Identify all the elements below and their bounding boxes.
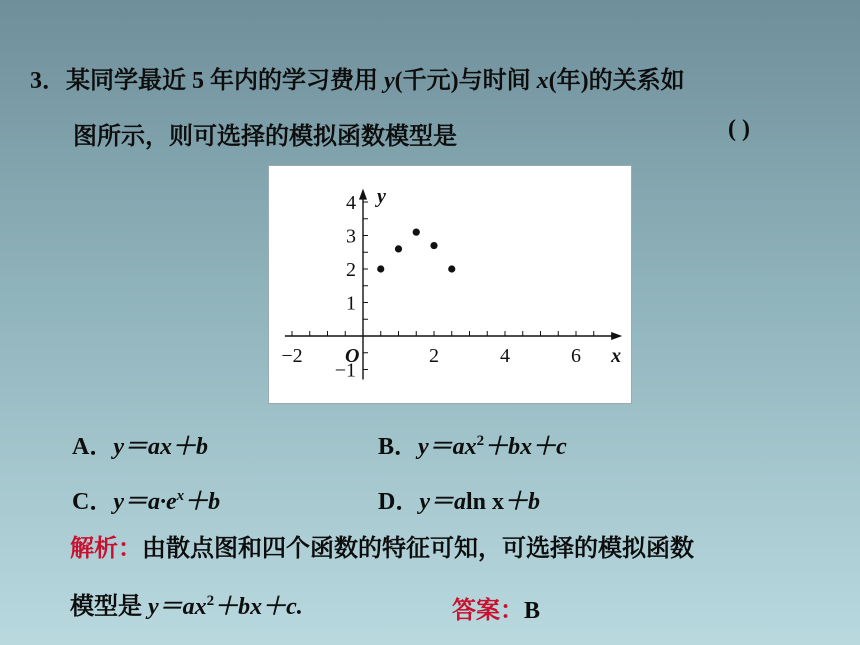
option-d[interactable]: [378, 481, 540, 516]
question-line-2: 图所示，则可选择的模拟函数模型是: [73, 124, 457, 150]
y-tick-label: 4: [346, 192, 356, 214]
analysis-formula-part1: y＝ax: [148, 594, 207, 620]
question-text-part1: 某同学最近 5 年内的学习费用: [66, 68, 384, 94]
data-point: [430, 242, 437, 249]
data-point: [413, 229, 420, 236]
y-tick-label: 1: [346, 292, 356, 315]
option-a[interactable]: [72, 426, 208, 461]
option-d-ln: ln x: [466, 489, 505, 515]
variable-y: y: [384, 68, 395, 94]
y-axis-label: y: [377, 185, 386, 208]
option-a-letter: A．: [72, 434, 114, 460]
option-a-expr: y＝ax＋b: [113, 434, 208, 460]
x-axis-label: x: [611, 345, 622, 367]
x-tick-label: −2: [281, 345, 303, 367]
x-tick-label: 2: [429, 345, 439, 367]
data-point: [377, 265, 384, 272]
question-number: 3．: [30, 68, 66, 94]
x-axis-arrow: [611, 332, 622, 340]
option-c-expr-part1: y＝a·e: [113, 489, 177, 515]
y-tick-label: 2: [346, 259, 356, 281]
question-text-part3: (年)的关系如: [548, 68, 685, 94]
data-point: [448, 265, 455, 272]
origin-label: O: [345, 345, 360, 367]
x-tick-label: 4: [500, 345, 510, 367]
y-axis-arrow: [359, 189, 367, 200]
analysis-text: 由散点图和四个函数的特征可知，可选择的模拟函数: [142, 536, 694, 562]
option-c-expr-part2: ＋b: [184, 489, 221, 515]
option-b-expr-part2: ＋bx＋c: [484, 434, 567, 460]
analysis-label: 解析：: [70, 536, 142, 562]
y-tick-label: 3: [346, 225, 356, 248]
question-text-part2: (千元)与时间: [394, 68, 537, 94]
analysis-formula-part2: ＋bx＋c.: [214, 594, 303, 620]
answer-bracket: ( ): [728, 116, 750, 142]
y-tick-label: −1: [334, 359, 356, 382]
variable-x: x: [536, 68, 549, 94]
data-point: [395, 245, 402, 252]
scatter-plot-svg: [269, 166, 631, 403]
scatter-plot: [268, 165, 632, 404]
option-b-letter: B．: [378, 434, 419, 460]
option-c-superscript: x: [176, 488, 185, 504]
option-c-letter: C．: [72, 489, 114, 515]
option-b-superscript: 2: [476, 433, 485, 449]
option-d-letter: D．: [378, 489, 420, 515]
option-d-expr-part2: ＋b: [504, 489, 541, 515]
answer-label: 答案：: [452, 598, 524, 624]
analysis-line-1: [70, 528, 694, 563]
option-c[interactable]: [72, 481, 220, 516]
answer-value: B: [524, 598, 541, 624]
analysis-prefix: 模型是: [70, 594, 148, 620]
option-b[interactable]: [378, 426, 567, 461]
analysis-superscript: 2: [206, 593, 215, 609]
option-d-expr-part1: y＝a: [419, 489, 466, 515]
analysis-line-2: [70, 586, 303, 621]
option-b-expr-part1: y＝ax: [418, 434, 477, 460]
answer-line: [452, 590, 540, 625]
question-line-1: [30, 60, 685, 95]
x-tick-label: 6: [571, 345, 581, 367]
